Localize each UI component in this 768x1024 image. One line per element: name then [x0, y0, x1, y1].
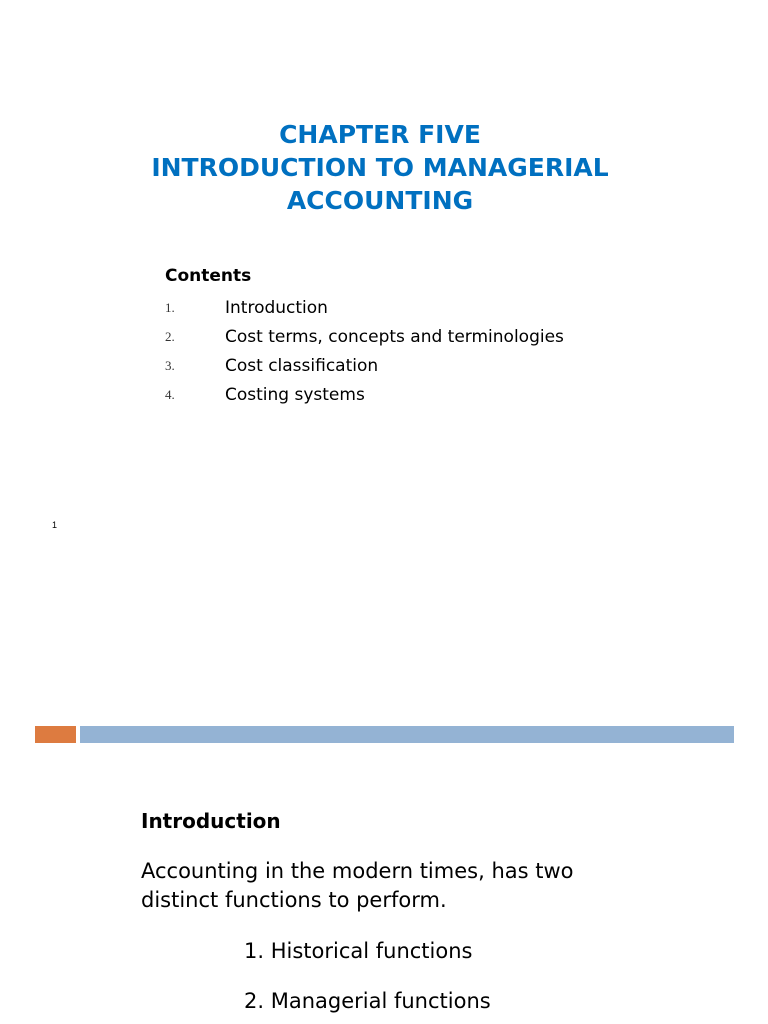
contents-item-label: Cost terms, concepts and terminologies: [225, 326, 564, 347]
contents-list: [165, 293, 564, 409]
intro-paragraph: [141, 857, 661, 915]
function-item-historical: 1. Historical functions: [244, 939, 473, 963]
contents-item-number: 3.: [165, 357, 175, 373]
section-heading: Introduction: [141, 809, 281, 833]
chapter-title-line-2: INTRODUCTION TO MANAGERIAL: [151, 153, 609, 182]
slide-divider-bar: [80, 726, 734, 743]
contents-item-label: Introduction: [225, 297, 328, 318]
contents-item: [165, 351, 564, 380]
intro-paragraph-line-1: Accounting in the modern times, has two: [141, 859, 574, 883]
function-item-managerial: 2. Managerial functions: [244, 989, 491, 1013]
contents-item-number: 4.: [165, 386, 175, 402]
contents-item: [165, 380, 564, 409]
page-number: 1: [52, 520, 58, 530]
slide-divider-accent: [35, 726, 76, 743]
contents-item: [165, 293, 564, 322]
intro-paragraph-line-2: distinct functions to perform.: [141, 888, 447, 912]
contents-item-label: Costing systems: [225, 384, 365, 405]
contents-item-number: 2.: [165, 328, 175, 344]
chapter-title: [0, 118, 760, 217]
contents-item-number: 1.: [165, 299, 175, 315]
chapter-title-line-1: CHAPTER FIVE: [279, 120, 481, 149]
contents-item: [165, 322, 564, 351]
contents-item-label: Cost classification: [225, 355, 379, 376]
contents-heading: Contents: [165, 266, 252, 286]
chapter-title-line-3: ACCOUNTING: [286, 186, 474, 215]
